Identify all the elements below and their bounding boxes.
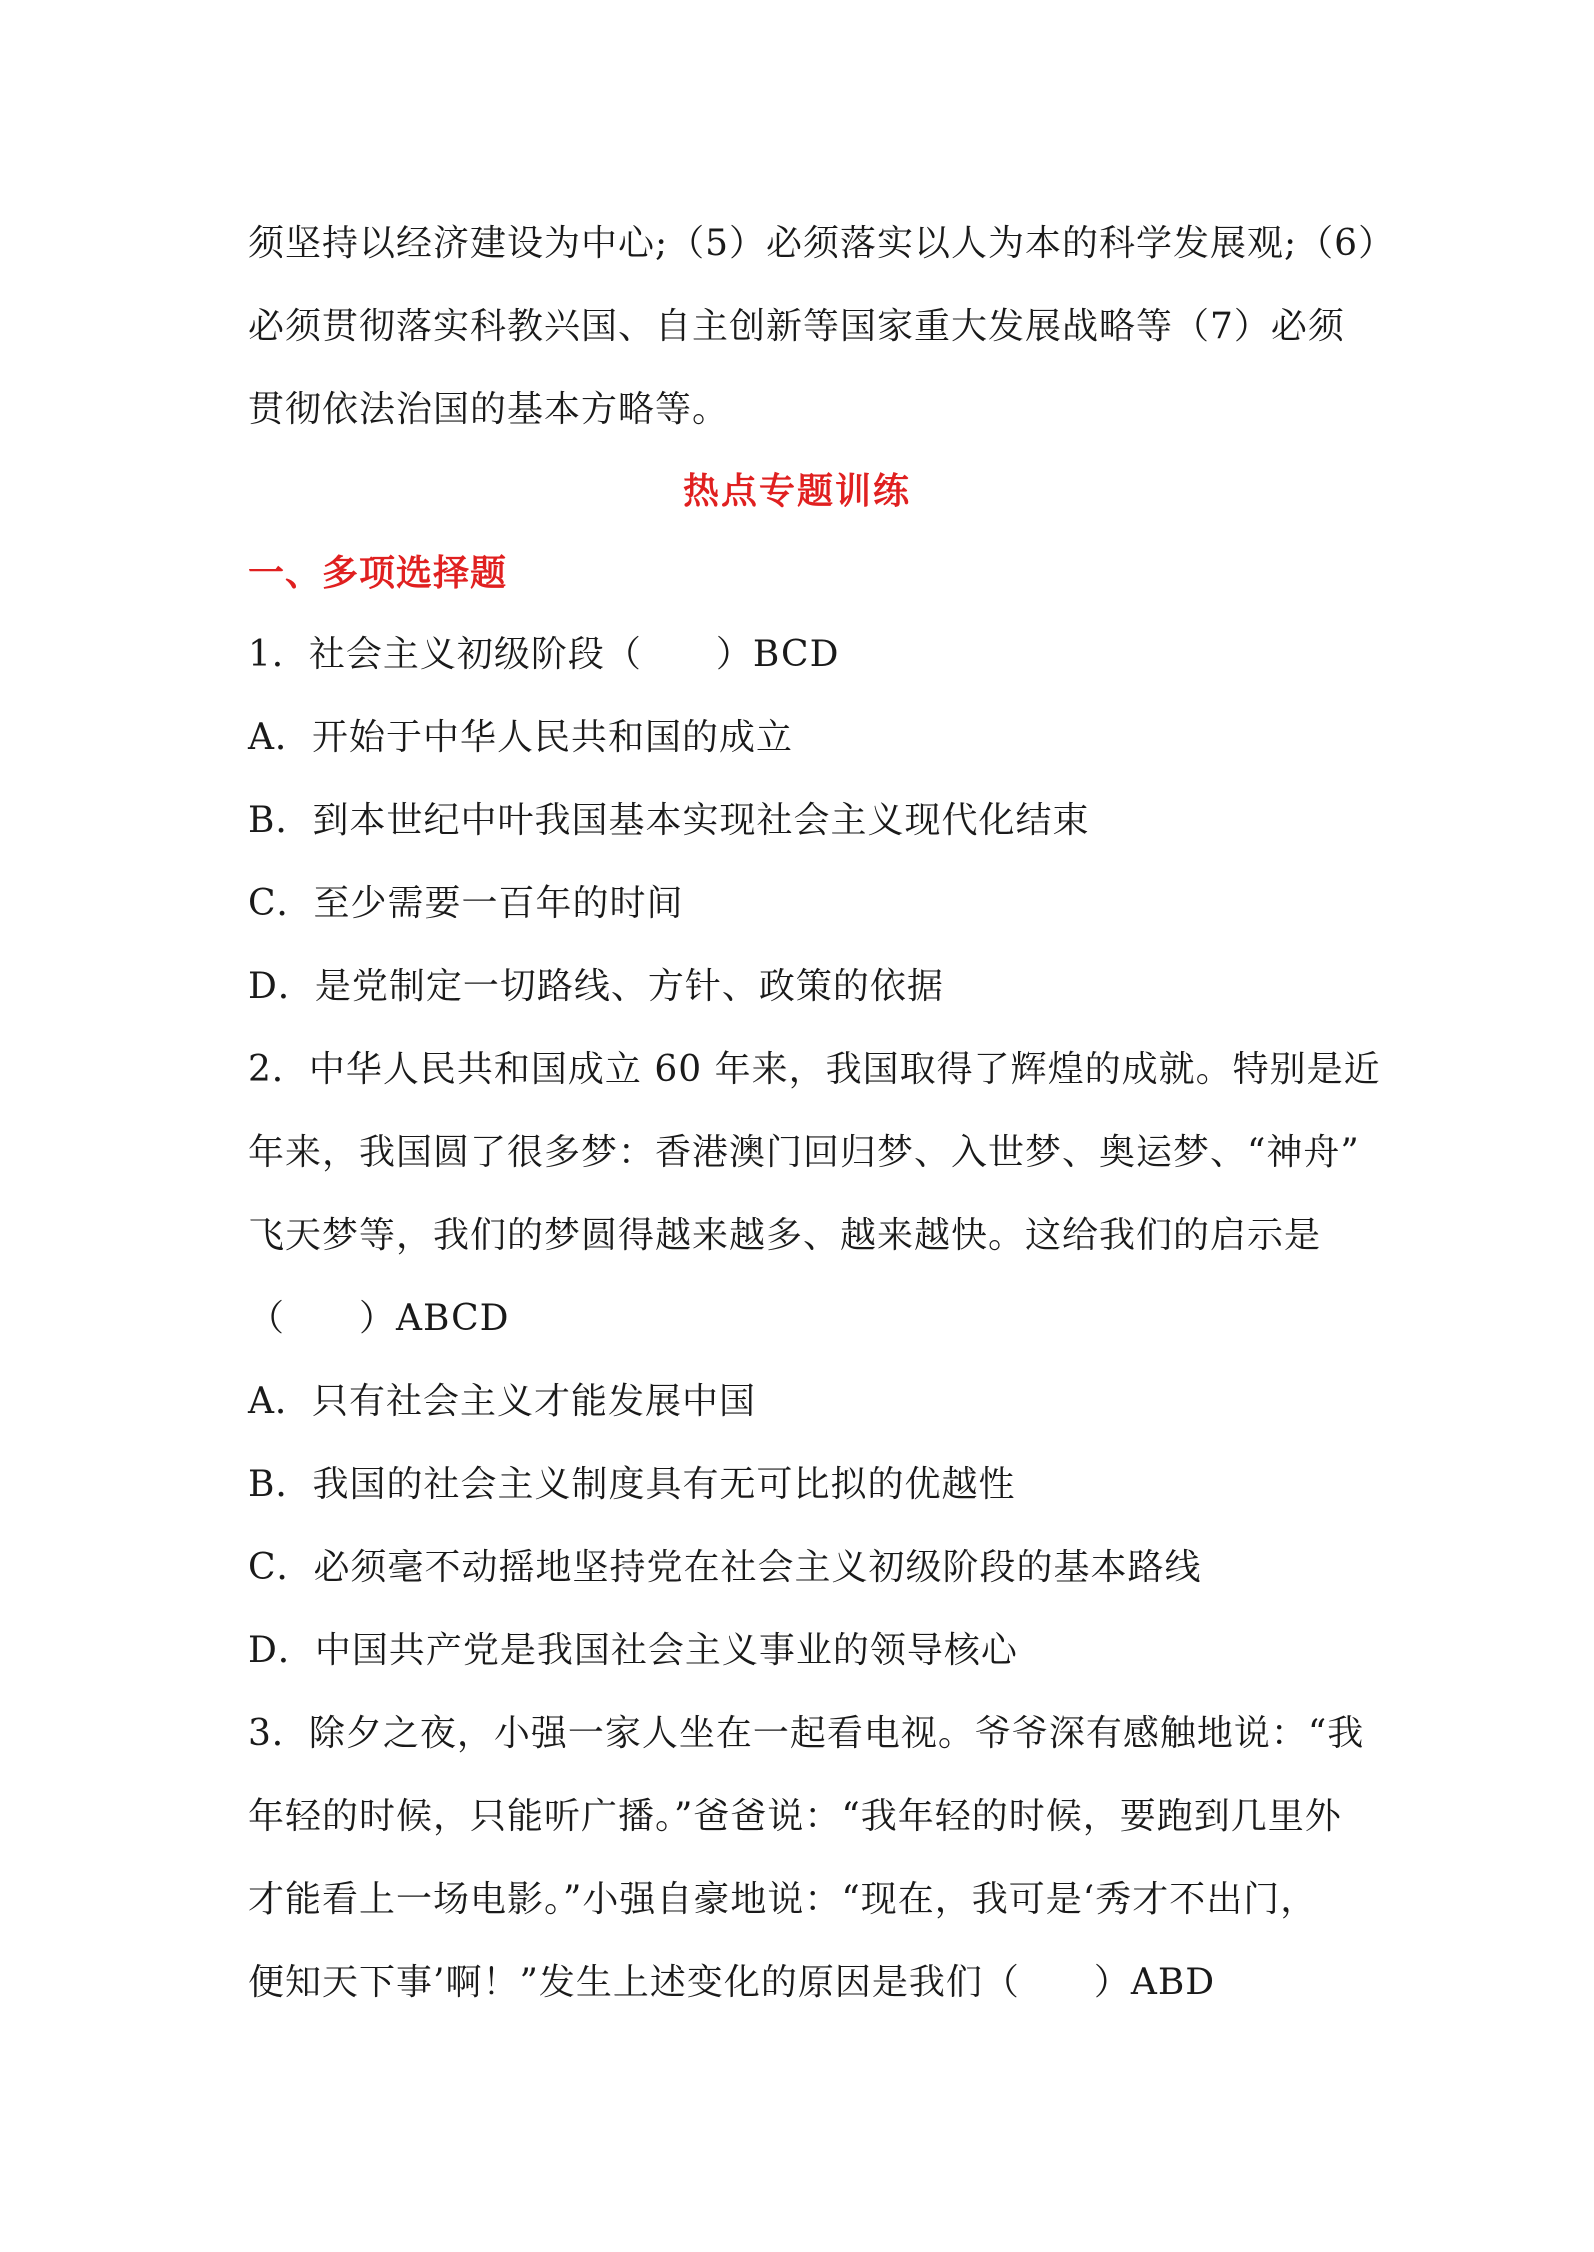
question-1-option-c: C．至少需要一百年的时间 [248, 883, 684, 924]
intro-line-3: 贯彻依法治国的基本方略等。 [248, 389, 730, 430]
question-2-stem-line-3: 飞天梦等，我们的梦圆得越来越多、越来越快。这给我们的启示是 [248, 1215, 1322, 1256]
question-3-stem-line-1: 3．除夕之夜，小强一家人坐在一起看电视。爷爷深有感触地说：“我 [248, 1713, 1365, 1754]
question-3-stem-line-2: 年轻的时候，只能听广播。”爸爸说：“我年轻的时候，要跑到几里外 [248, 1796, 1342, 1837]
question-1-option-d: D．是党制定一切路线、方针、政策的依据 [248, 966, 944, 1007]
question-1-stem: 1．社会主义初级阶段（ ）BCD [248, 634, 840, 675]
question-2-stem-line-4: （ ）ABCD [248, 1298, 510, 1339]
question-1-option-b: B．到本世纪中叶我国基本实现社会主义现代化结束 [248, 800, 1090, 841]
question-2-option-b: B．我国的社会主义制度具有无可比拟的优越性 [248, 1464, 1016, 1505]
question-2-option-c: C．必须毫不动摇地坚持党在社会主义初级阶段的基本路线 [248, 1547, 1202, 1588]
section-title: 热点专题训练 [682, 470, 911, 512]
question-2-option-a: A．只有社会主义才能发展中国 [248, 1381, 756, 1422]
intro-line-2: 必须贯彻落实科教兴国、自主创新等国家重大发展战略等（7）必须 [248, 306, 1345, 347]
question-1-option-a: A．开始于中华人民共和国的成立 [248, 717, 793, 758]
question-3-stem-line-3: 才能看上一场电影。”小强自豪地说：“现在，我可是‘秀才不出门， [248, 1879, 1318, 1920]
question-2-option-d: D．中国共产党是我国社会主义事业的领导核心 [248, 1630, 1018, 1671]
section-heading: 一、多项选择题 [248, 552, 508, 594]
question-2-stem-line-1: 2．中华人民共和国成立 60 年来，我国取得了辉煌的成就。特别是近 [248, 1049, 1381, 1090]
question-2-stem-line-2: 年来，我国圆了很多梦：香港澳门回归梦、入世梦、奥运梦、“神舟” [248, 1132, 1360, 1173]
question-3-stem-line-4: 便知天下事’啊！”发生上述变化的原因是我们（ ）ABD [248, 1962, 1216, 2003]
intro-line-1: 须坚持以经济建设为中心;（5）必须落实以人为本的科学发展观;（6） [248, 223, 1396, 264]
